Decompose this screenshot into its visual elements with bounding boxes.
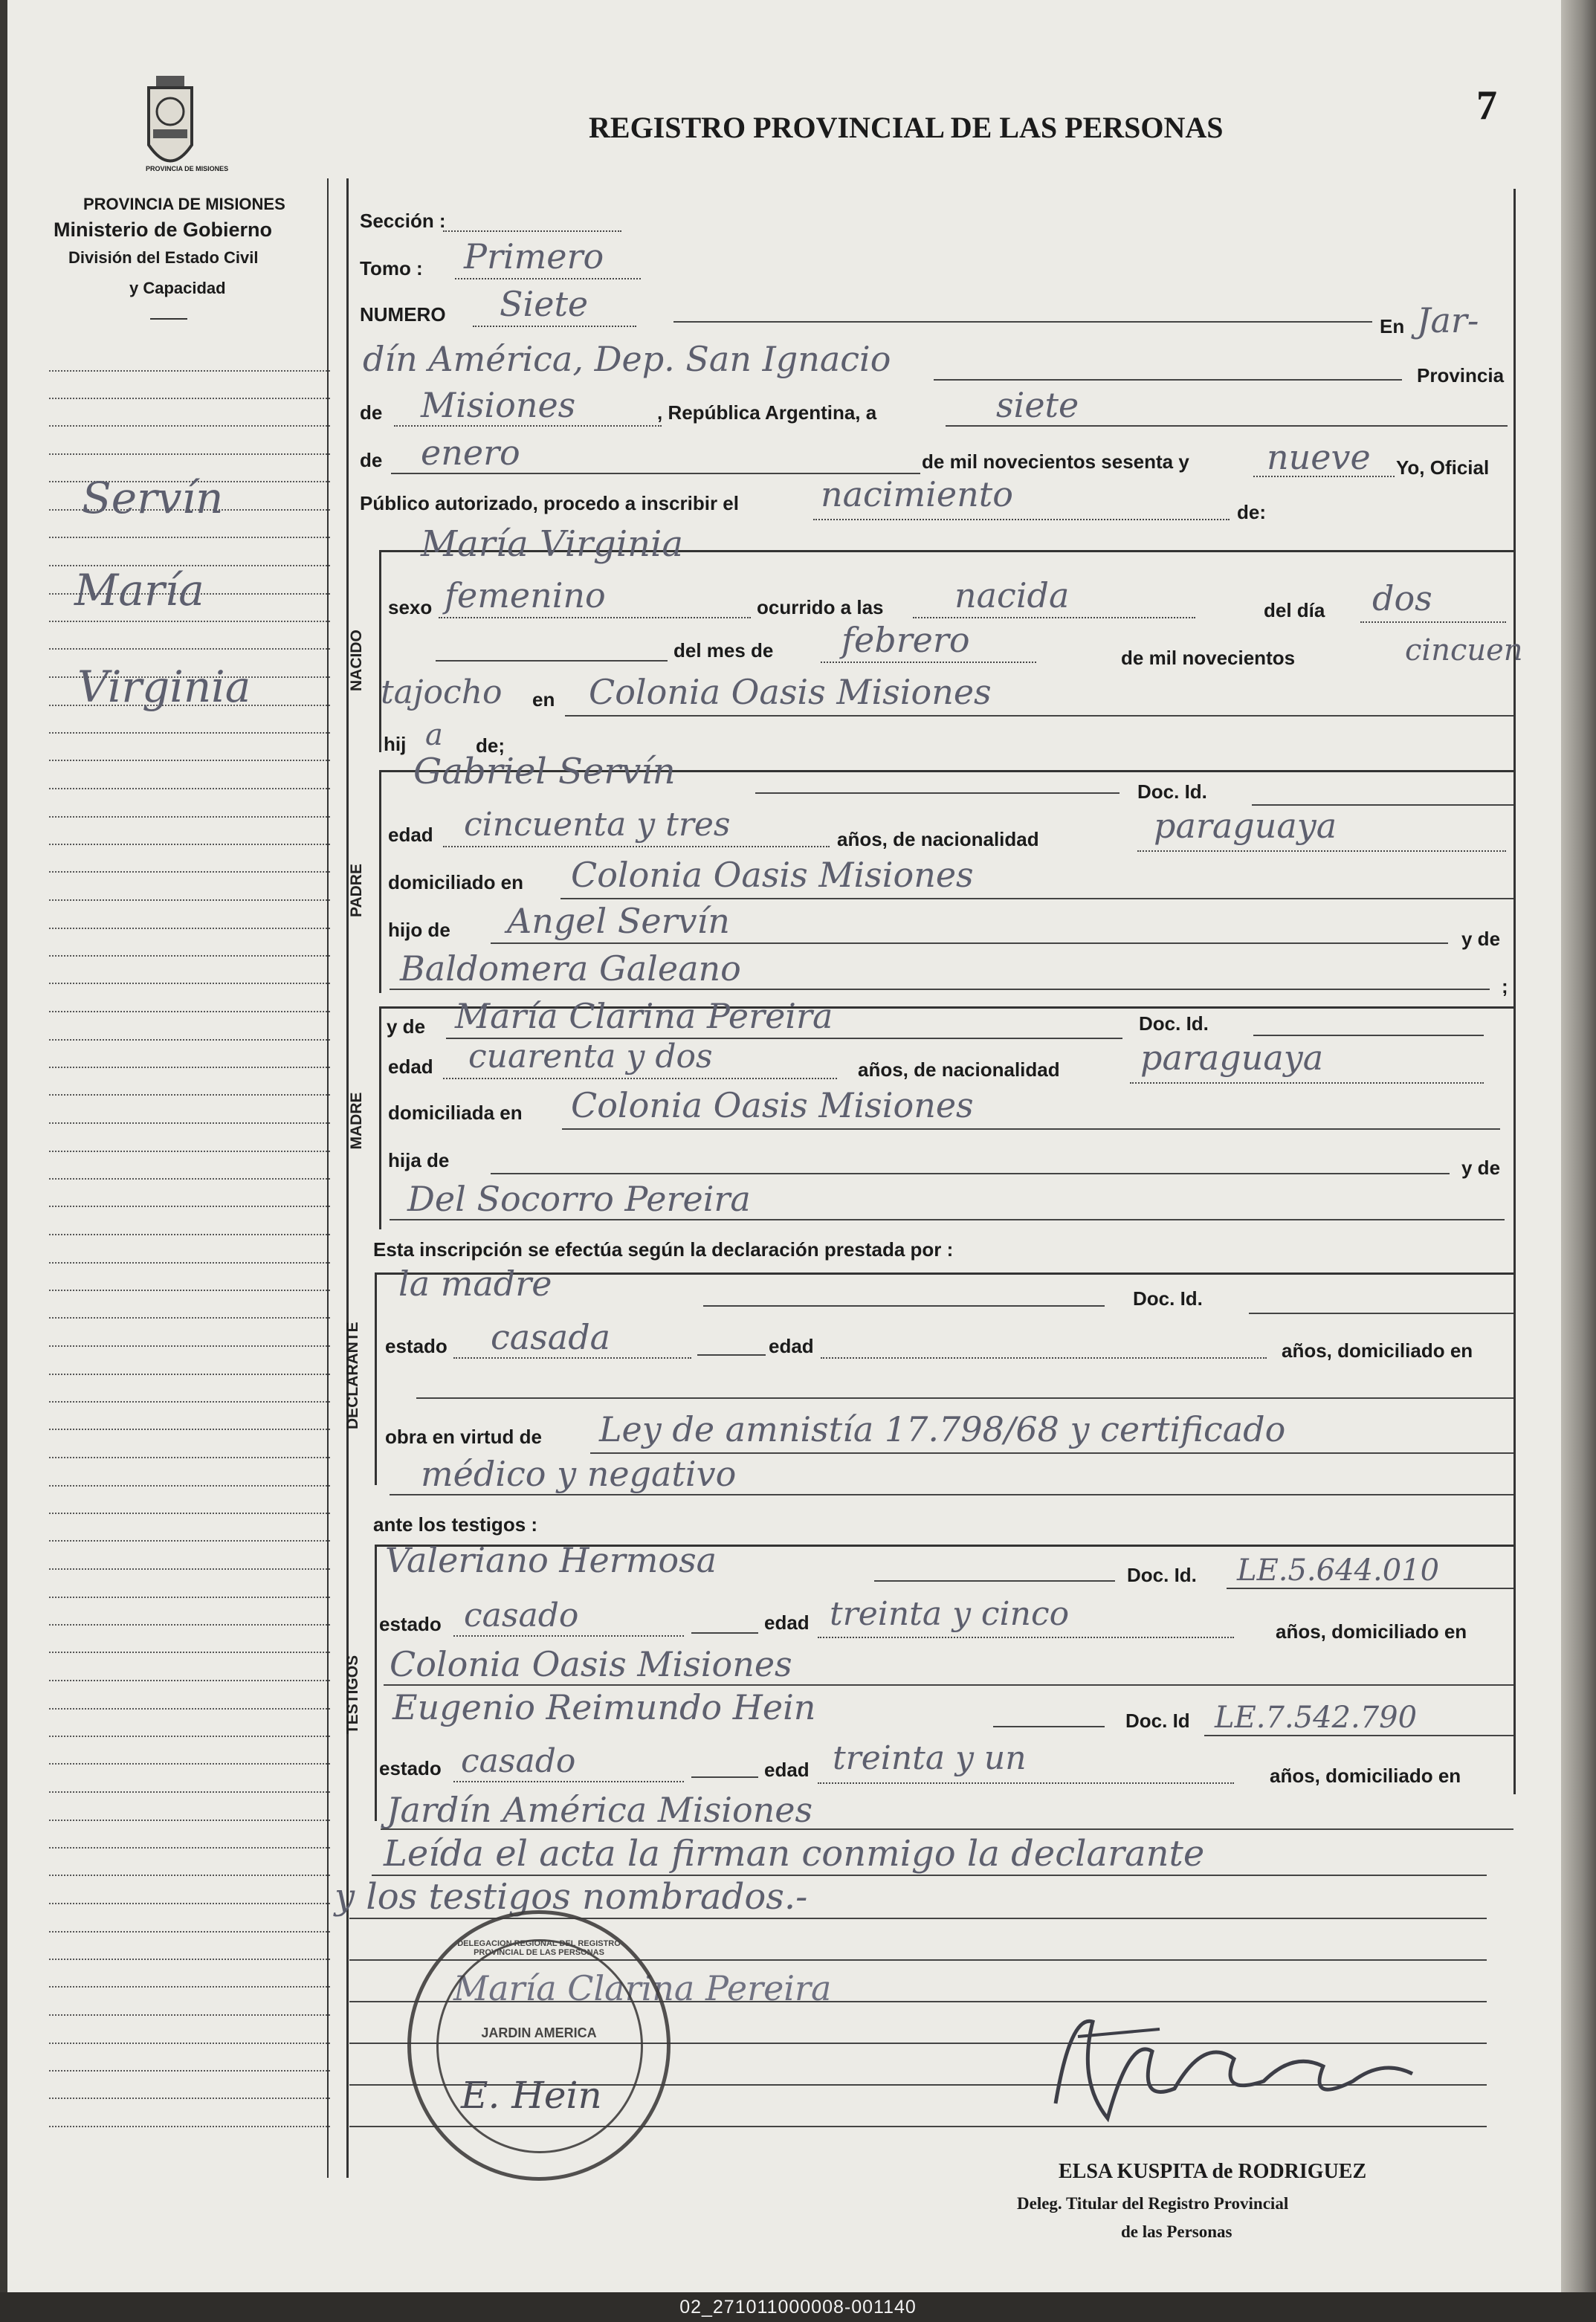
tomo-value: Primero xyxy=(464,236,604,276)
testigo-2-estado-label: estado xyxy=(379,1757,442,1779)
nacido-nombre: María Virginia xyxy=(421,523,684,565)
de-colon-label: de: xyxy=(1237,501,1266,523)
testigo-2-edad-field xyxy=(818,1782,1234,1784)
republica-label: , República Argentina, a xyxy=(657,401,877,424)
anio-value: nueve xyxy=(1267,437,1371,477)
testigo-2-estado-field xyxy=(453,1781,684,1782)
yo-oficial-label: Yo, Oficial xyxy=(1396,456,1490,479)
declarante-estado: casada xyxy=(491,1317,611,1357)
testigo-2-domicilio: Jardín América Misiones xyxy=(387,1790,813,1830)
mes-value: enero xyxy=(421,433,520,473)
madre-edad-field xyxy=(443,1078,837,1079)
madre-domicilio: Colonia Oasis Misiones xyxy=(571,1085,974,1125)
testigo-1-domicilio: Colonia Oasis Misiones xyxy=(390,1644,792,1684)
mes-nacido-field xyxy=(821,662,1036,663)
margin-given-2: Virginia xyxy=(77,662,251,712)
testigo-2-edad-label: edad xyxy=(764,1759,810,1781)
testigo-1-edad-label: edad xyxy=(764,1611,810,1634)
tomo-field xyxy=(455,278,641,279)
dia-nacido-field xyxy=(1360,621,1506,623)
tomo-label: Tomo : xyxy=(360,257,423,279)
testigo-1-doc-label: Doc. Id. xyxy=(1127,1564,1197,1586)
official-name: ELSA KUSPITA de RODRIGUEZ xyxy=(1059,2160,1367,2183)
section-nacido: NACIDO xyxy=(348,630,365,691)
signature-mother: María Clarina Pereira xyxy=(453,1968,832,2008)
obra-value-2: médico y negativo xyxy=(421,1454,737,1494)
madre-y-de-label: y de xyxy=(387,1015,426,1038)
testigo-2-edad: treinta y un xyxy=(833,1739,1027,1777)
right-rule xyxy=(1513,189,1516,1794)
ministry-label: Ministerio de Gobierno xyxy=(54,219,273,241)
testigo-1-edad-field xyxy=(818,1637,1234,1638)
de2-label: de xyxy=(360,449,383,471)
en-label: En xyxy=(1380,315,1405,337)
provincia-field xyxy=(394,425,662,427)
dia-nacido-value: dos xyxy=(1372,578,1432,618)
en-value-1: Jar- xyxy=(1417,300,1479,340)
padre-domicilio: Colonia Oasis Misiones xyxy=(571,855,974,895)
numero-value: Siete xyxy=(500,284,589,324)
padre-edad-label: edad xyxy=(388,824,433,846)
padre-nombre: Gabriel Servín xyxy=(413,751,676,792)
padre-dom-label: domiciliado en xyxy=(388,871,524,893)
hij-label: hij xyxy=(384,733,407,755)
official-title-2: de las Personas xyxy=(1121,2222,1232,2241)
del-mes-label: del mes de xyxy=(673,639,774,662)
hora-field xyxy=(913,617,1195,618)
signature-witness: E. Hein xyxy=(461,2074,602,2117)
obra-value-1: Ley de amnistía 17.798/68 y certificado xyxy=(599,1409,1286,1449)
testigo-2-dom-label: años, domiciliado en xyxy=(1270,1765,1461,1787)
madre-nac-field xyxy=(1130,1082,1484,1084)
madre-hija-label: hija de xyxy=(388,1149,450,1171)
official-title: Deleg. Titular del Registro Provincial xyxy=(1017,2194,1289,2213)
section-padre: PADRE xyxy=(348,864,365,917)
padre-nac-label: años, de nacionalidad xyxy=(837,828,1039,850)
madre-nacionalidad: paraguaya xyxy=(1140,1038,1324,1078)
seccion-field xyxy=(443,230,621,232)
page-title: REGISTRO PROVINCIAL DE LAS PERSONAS xyxy=(589,111,1224,144)
dia-value: siete xyxy=(996,385,1079,425)
declarante-nombre: la madre xyxy=(398,1264,552,1304)
padre-nacionalidad: paraguaya xyxy=(1154,806,1337,846)
del-dia-label: del día xyxy=(1264,599,1325,621)
official-stamp xyxy=(407,1910,671,2181)
padre-doc-label: Doc. Id. xyxy=(1137,780,1207,803)
de-mil-label: de mil novecientos xyxy=(1121,647,1296,669)
sexo-value: femenino xyxy=(445,575,606,615)
testigo-1-estado-label: estado xyxy=(379,1613,442,1635)
madre-madre: Del Socorro Pereira xyxy=(407,1179,751,1219)
testigo-1-nombre: Valeriano Hermosa xyxy=(385,1540,717,1580)
acto-value: nacimiento xyxy=(821,474,1013,514)
margin-surname: Servín xyxy=(82,473,224,523)
stamp-text: DELEGACION REGIONAL DEL REGISTRO PROVINCIAL DE LAS PERSONAS xyxy=(457,1939,621,1957)
anio-nacido-2: tajocho xyxy=(381,673,503,711)
section-testigos: TESTIGOS xyxy=(344,1655,361,1735)
anio-nacido-1: cincuen xyxy=(1405,633,1523,667)
testigo-2-doc: LE.7.542.790 xyxy=(1215,1701,1418,1735)
division-label: División del Estado Civil xyxy=(68,248,259,267)
book-spine xyxy=(1561,0,1596,2292)
emblem-caption: PROVINCIA DE MISIONES xyxy=(146,165,229,172)
obra-label: obra en virtud de xyxy=(385,1426,542,1448)
sexo-field xyxy=(439,617,751,618)
hij-suffix: de; xyxy=(476,734,505,757)
testigo-1-edad: treinta y cinco xyxy=(830,1595,1070,1633)
madre-nombre: María Clarina Pereira xyxy=(455,996,833,1036)
numero-field xyxy=(473,326,636,327)
testigo-2-doc-label: Doc. Id xyxy=(1125,1710,1190,1732)
declarante-estado-field xyxy=(453,1357,691,1359)
hij-value: a xyxy=(425,718,443,752)
declarante-estado-label: estado xyxy=(385,1335,448,1357)
province-emblem xyxy=(143,74,198,177)
provincia-label: Provincia xyxy=(1417,364,1505,387)
page-number: 7 xyxy=(1476,83,1497,129)
sexo-label: sexo xyxy=(388,596,433,618)
madre-edad-label: edad xyxy=(388,1055,433,1078)
inscripcion-label: Esta inscripción se efectúa según la declaración prestada por : xyxy=(373,1238,954,1261)
provincia-value: Misiones xyxy=(421,385,576,425)
numero-label: NUMERO xyxy=(360,303,446,326)
closing-line-1: Leída el acta la firman conmigo la declarante xyxy=(384,1833,1205,1875)
padre-edad: cincuenta y tres xyxy=(464,806,731,844)
madre-y-de-label-2: y de xyxy=(1461,1157,1501,1179)
madre-dom-label: domiciliada en xyxy=(388,1102,523,1124)
padre-semicolon: ; xyxy=(1502,975,1508,997)
de-label: de xyxy=(360,401,383,424)
declarante-doc-label: Doc. Id. xyxy=(1133,1287,1203,1310)
testigo-1-dom-label: años, domiciliado en xyxy=(1276,1620,1467,1643)
declarante-edad-field xyxy=(821,1357,1267,1359)
closing-line-2: y los testigos nombrados.- xyxy=(335,1876,808,1918)
padre-hijo-label: hijo de xyxy=(388,919,450,941)
hora-value: nacida xyxy=(954,575,1070,615)
province-label: PROVINCIA DE MISIONES xyxy=(83,195,285,213)
margin-given-1: María xyxy=(74,565,204,615)
testigo-1-doc: LE.5.644.010 xyxy=(1237,1553,1440,1588)
declarante-edad-label: edad xyxy=(769,1335,814,1357)
mil-sesenta-label: de mil novecientos sesenta y xyxy=(922,450,1189,473)
publico-label: Público autorizado, procedo a inscribir el xyxy=(360,492,739,514)
en-value-2: dín América, Dep. San Ignacio xyxy=(363,339,891,379)
ante-label: ante los testigos : xyxy=(373,1513,538,1536)
section-madre: MADRE xyxy=(348,1092,365,1150)
anio-field xyxy=(1253,476,1395,477)
seccion-label: Sección : xyxy=(360,210,446,232)
madre-doc-label: Doc. Id. xyxy=(1139,1012,1209,1035)
padre-y-de-label: y de xyxy=(1461,928,1501,950)
en-lugar-label: en xyxy=(532,688,555,711)
lugar-nacido-value: Colonia Oasis Misiones xyxy=(589,672,992,712)
mes-nacido-value: febrero xyxy=(841,620,970,660)
declarante-dom-label: años, domiciliado en xyxy=(1282,1339,1473,1362)
padre-padre: Angel Servín xyxy=(507,901,730,941)
ocurrido-label: ocurrido a las xyxy=(757,596,884,618)
testigo-1-estado-field xyxy=(453,1635,684,1637)
padre-edad-field xyxy=(443,846,830,847)
padre-madre: Baldomera Galeano xyxy=(400,948,741,989)
madre-nac-label: años, de nacionalidad xyxy=(858,1058,1060,1081)
padre-nac-field xyxy=(1137,850,1506,852)
official-signature xyxy=(1026,1992,1442,2141)
footer-id: 02_271011000008-001140 xyxy=(0,2292,1596,2322)
stamp-center: JARDIN AMERICA xyxy=(481,2025,597,2040)
acto-field xyxy=(813,519,1230,520)
capacity-label: y Capacidad xyxy=(129,279,226,297)
madre-edad: cuarenta y dos xyxy=(468,1038,713,1076)
divider xyxy=(150,318,187,320)
testigo-2-nombre: Eugenio Reimundo Hein xyxy=(392,1687,816,1727)
testigo-2-estado: casado xyxy=(461,1742,576,1780)
testigo-1-estado: casado xyxy=(464,1597,579,1634)
section-declarante: DECLARANTE xyxy=(344,1322,361,1429)
